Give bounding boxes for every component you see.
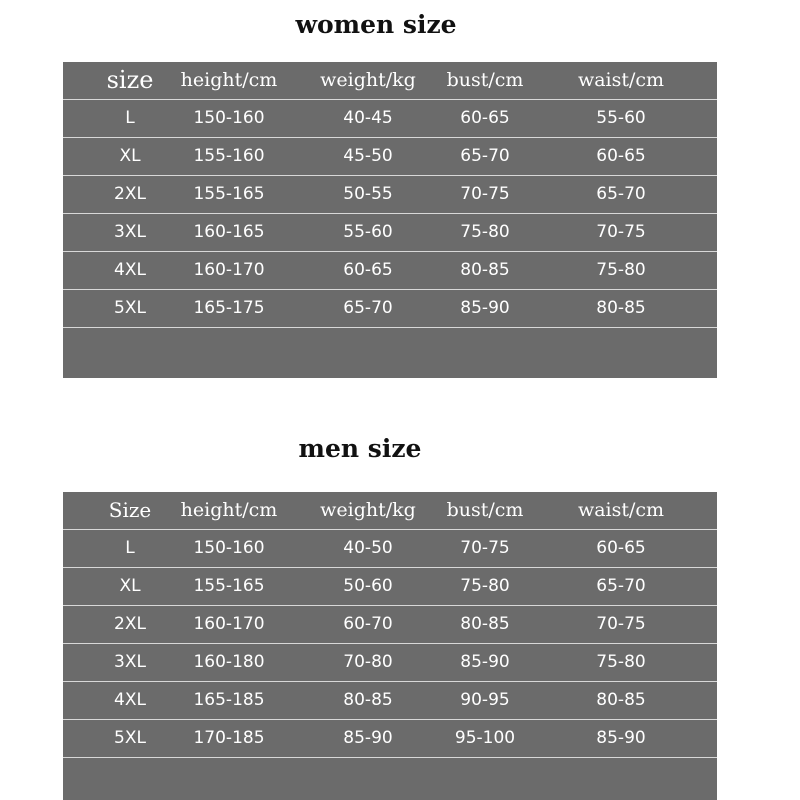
table-row [63,252,717,290]
women-cell-height: 150-160 [193,108,265,128]
women-cell-bust: 60-65 [460,108,510,128]
table-row [63,138,717,176]
men-cell-size: 5XL [114,728,146,748]
women-header-bust: bust/cm [446,69,524,91]
men-cell-weight: 40-50 [343,538,393,558]
women-cell-waist: 80-85 [596,298,646,318]
men-cell-size: 4XL [114,690,146,710]
table-row [63,100,717,138]
women-header-weight: weight/kg [320,69,416,91]
men-cell-bust: 80-85 [460,614,510,634]
men-cell-size: L [125,538,135,558]
table-row [63,214,717,252]
women-cell-bust: 80-85 [460,260,510,280]
men-cell-bust: 90-95 [460,690,510,710]
women-size-table [63,62,717,378]
women-cell-height: 155-160 [193,146,265,166]
table-row [63,720,717,758]
table-row [63,568,717,606]
women-cell-size: 4XL [114,260,146,280]
men-cell-weight: 70-80 [343,652,393,672]
men-header-bust: bust/cm [446,499,524,521]
women-cell-weight: 65-70 [343,298,393,318]
women-cell-waist: 65-70 [596,184,646,204]
men-cell-height: 170-185 [193,728,265,748]
table-row [63,176,717,214]
women-cell-size: XL [119,146,141,166]
men-cell-waist: 85-90 [596,728,646,748]
women-cell-height: 160-165 [193,222,265,242]
women-cell-size: 2XL [114,184,146,204]
men-cell-weight: 80-85 [343,690,393,710]
men-header-size: Size [108,498,152,522]
men-cell-waist: 75-80 [596,652,646,672]
women-cell-weight: 50-55 [343,184,393,204]
men-cell-bust: 75-80 [460,576,510,596]
women-cell-size: 3XL [114,222,146,242]
women-cell-weight: 40-45 [343,108,393,128]
men-cell-waist: 70-75 [596,614,646,634]
men-header-height: height/cm [180,499,278,521]
men-cell-size: 3XL [114,652,146,672]
women-cell-height: 155-165 [193,184,265,204]
women-cell-height: 160-170 [193,260,265,280]
men-cell-size: XL [119,576,141,596]
men-header-weight: weight/kg [320,499,416,521]
men-cell-weight: 85-90 [343,728,393,748]
men-cell-bust: 85-90 [460,652,510,672]
table-row [63,530,717,568]
women-header-size: size [106,66,154,94]
women-cell-height: 165-175 [193,298,265,318]
men-cell-height: 160-170 [193,614,265,634]
men-header-waist: waist/cm [577,499,665,521]
men-header-row [63,492,717,530]
women-cell-bust: 75-80 [460,222,510,242]
women-cell-bust: 70-75 [460,184,510,204]
men-cell-height: 155-165 [193,576,265,596]
men-cell-waist: 80-85 [596,690,646,710]
men-size-title: men size [298,434,422,463]
women-header-height: height/cm [180,69,278,91]
table-row [63,644,717,682]
table-row [63,606,717,644]
women-cell-size: 5XL [114,298,146,318]
women-cell-bust: 65-70 [460,146,510,166]
women-cell-size: L [125,108,135,128]
women-size-title: women size [295,10,457,39]
men-cell-weight: 50-60 [343,576,393,596]
men-cell-waist: 65-70 [596,576,646,596]
men-cell-waist: 60-65 [596,538,646,558]
men-cell-height: 150-160 [193,538,265,558]
table-row [63,682,717,720]
women-header-waist: waist/cm [577,69,665,91]
women-cell-waist: 55-60 [596,108,646,128]
women-cell-bust: 85-90 [460,298,510,318]
men-size-table [63,492,717,800]
women-header-row [63,62,717,100]
men-cell-weight: 60-70 [343,614,393,634]
men-cell-size: 2XL [114,614,146,634]
women-cell-waist: 60-65 [596,146,646,166]
women-cell-weight: 60-65 [343,260,393,280]
table-row [63,290,717,328]
women-cell-weight: 45-50 [343,146,393,166]
women-cell-waist: 70-75 [596,222,646,242]
men-cell-bust: 70-75 [460,538,510,558]
women-cell-waist: 75-80 [596,260,646,280]
men-cell-height: 165-185 [193,690,265,710]
men-cell-bust: 95-100 [454,728,516,748]
men-cell-height: 160-180 [193,652,265,672]
women-cell-weight: 55-60 [343,222,393,242]
